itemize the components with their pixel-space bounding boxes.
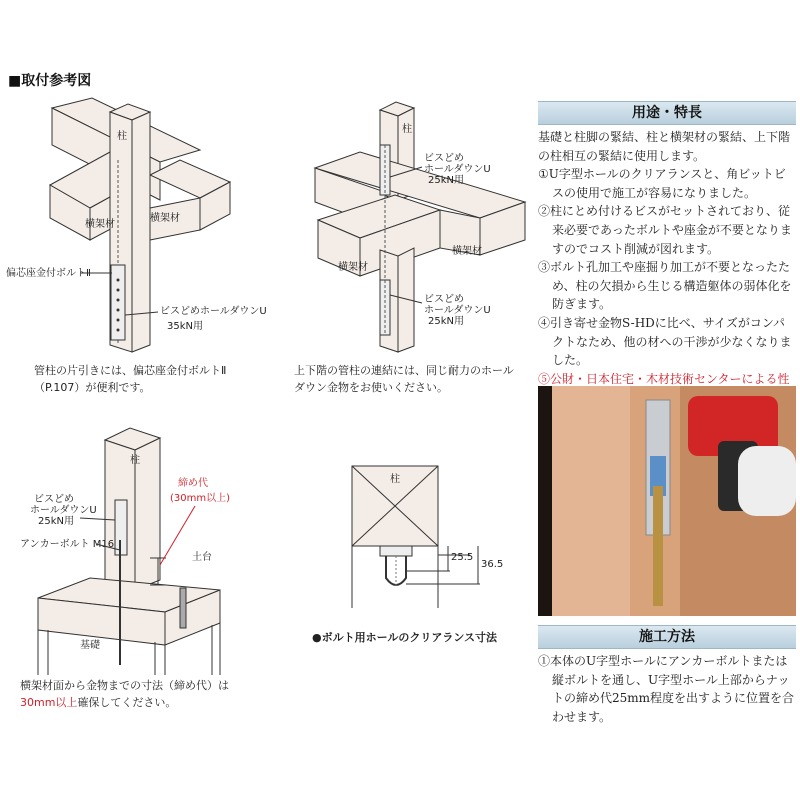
label-top: 25kN用 (428, 175, 464, 186)
label-anchor: アンカーボルト M16 (20, 539, 115, 550)
caption-diagram1 (34, 362, 294, 396)
caption-diagram4: ●ボルト用ホールのクリアランス寸法 (312, 631, 498, 644)
caption-line: 横架材面から金物までの寸法（締め代）は (20, 679, 229, 692)
label-dim-36: 36.5 (481, 559, 504, 570)
label-beam-left: 横架材 (85, 219, 115, 230)
label-beam-left: 横架材 (338, 262, 368, 273)
caption-line: 上下階の管柱の連結には、同じ耐力のホール (294, 364, 514, 377)
label-bolt: 偏芯座金付ボルトⅡ (6, 268, 91, 279)
caption-line: 管柱の片引きには、偏芯座金付ボルトⅡ (34, 364, 227, 377)
label-bottom: 25kN用 (428, 316, 464, 327)
label-holdown: 25kN用 (38, 516, 74, 527)
caption-rest: 確保してください。 (77, 696, 177, 709)
label-holdown: ホールダウンU (30, 505, 97, 516)
caption-line: （P.107）が便利です。 (34, 381, 151, 394)
label-post: 柱 (130, 455, 140, 466)
feature-item: ①U字型ホールのクリアランスと、角ビットビスの使用で施工が容易になりました。 (538, 167, 786, 200)
label-post: 柱 (117, 131, 127, 142)
features-header: 用途・特長 (538, 101, 796, 125)
features-text (538, 128, 796, 407)
label-post: 柱 (402, 124, 412, 135)
feature-item-red: ⑤公財・日本住宅・木材技術センターによる性 (538, 371, 790, 386)
diagram-clearance (340, 460, 510, 615)
features-intro: 基礎と柱脚の緊結、柱と横架材の緊結、上下階の柱相互の緊結に使用します。 (538, 130, 791, 163)
label-dim-25: 25.5 (451, 552, 474, 563)
diagram-post-beam-bolt (0, 90, 280, 360)
label-beam-right: 横架材 (452, 246, 482, 257)
section-title: ■取付参考図 (8, 73, 92, 89)
feature-item: ③ボルト孔加工や座掘り加工が不要となったため、柱の欠損から生じる構造躯体の弱体化を防ぎます。 (538, 260, 792, 312)
label-tighten-value: (30mm以上) (170, 493, 231, 504)
label-holdown: ビスどめホールダウンU (160, 306, 267, 317)
label-tighten: 締め代 (178, 478, 208, 489)
label-bottom: ビスどめ (424, 294, 464, 305)
label-top: ホールダウンU (424, 164, 491, 175)
construction-item: ①本体のU字型ホールにアンカーボルトまたは縦ボルトを通し、U字型ホール上部からナットの締め代25mm程度を出すように位置を合わせます。 (538, 654, 795, 724)
caption-line: ダウン金物をお使いください。 (294, 381, 448, 394)
label-holdown-rating: 35kN用 (167, 321, 203, 332)
diagram-upper-lower-post (300, 90, 530, 360)
construction-text (538, 652, 796, 726)
label-post: 柱 (390, 474, 400, 485)
caption-diagram3 (20, 677, 290, 711)
caption-diagram2 (294, 362, 534, 396)
label-foundation: 基礎 (80, 640, 100, 651)
feature-item: ②柱にとめ付けるビスがセットされており、従来必要であったボルトや座金が不要となりますのでコスト削減が図れます。 (538, 204, 792, 256)
feature-item: ④引き寄せ金物S-HDに比べ、サイズがコンパクトなため、他の材への干渉が少なくなりました。 (538, 315, 792, 368)
diagram-foundation-anchor (20, 420, 280, 675)
label-top: ビスどめ (424, 153, 464, 164)
label-sill: 土台 (192, 552, 212, 563)
label-holdown: ビスどめ (34, 494, 74, 505)
photo-illustration (538, 386, 796, 616)
product-photo (538, 386, 796, 616)
construction-header: 施工方法 (538, 625, 796, 649)
label-beam-right: 横架材 (150, 213, 180, 224)
caption-line (20, 694, 290, 711)
caption-red: 30mm以上 (20, 696, 78, 709)
label-bottom: ホールダウンU (424, 305, 491, 316)
